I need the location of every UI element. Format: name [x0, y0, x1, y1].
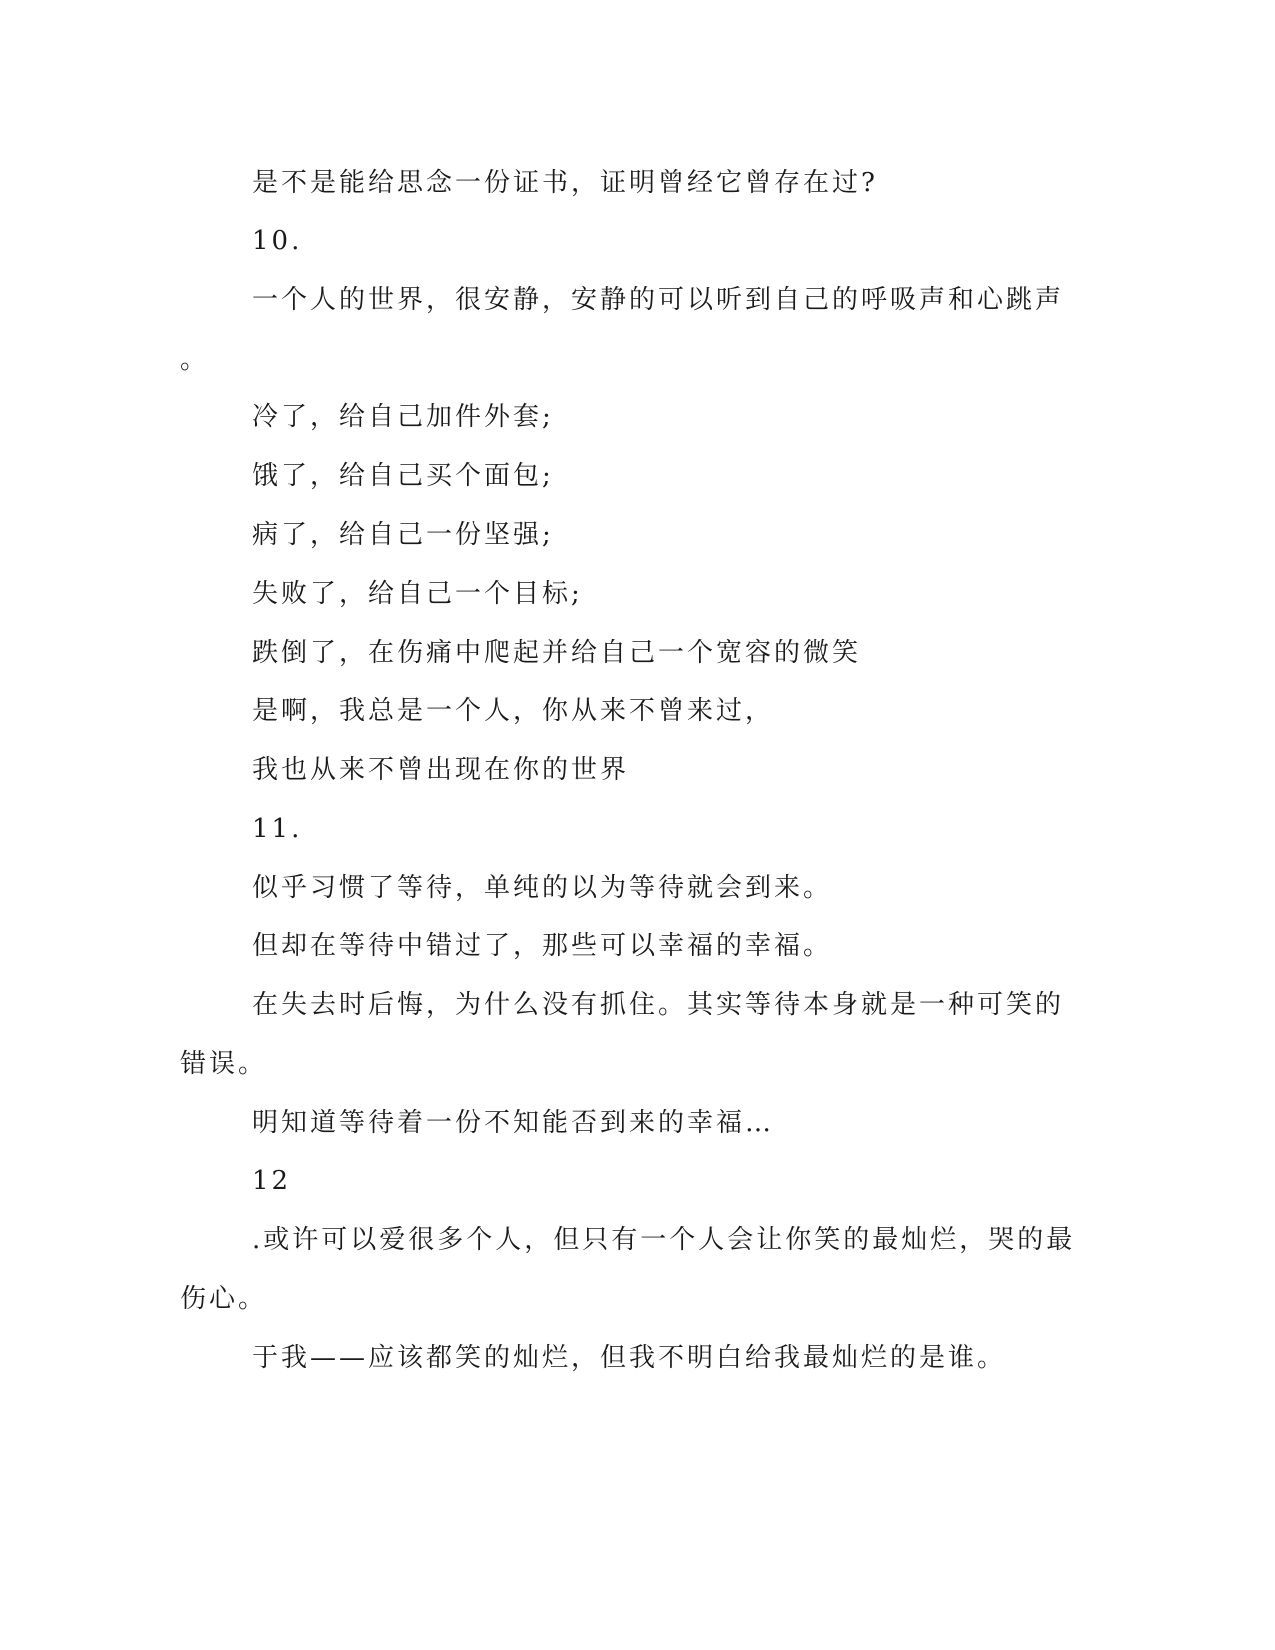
- section-number-10: 10.: [252, 226, 303, 256]
- section-number-11: 11.: [252, 814, 303, 844]
- text-line: 失败了，给自己一个目标;: [252, 579, 583, 609]
- text-line: 于我——应该都笑的灿烂，但我不明白给我最灿烂的是谁。: [252, 1343, 1007, 1373]
- text-line: 是啊，我总是一个人，你从来不曾来过，: [252, 696, 775, 726]
- text-line: 但却在等待中错过了，那些可以幸福的幸福。: [252, 931, 833, 961]
- text-line: 跌倒了，在伤痛中爬起并给自己一个宽容的微笑: [252, 638, 862, 668]
- text-line: 明知道等待着一份不知能否到来的幸福…: [252, 1108, 775, 1138]
- text-line: 病了，给自己一份坚强;: [252, 520, 554, 550]
- text-line: 一个人的世界，很安静，安静的可以听到自己的呼吸声和心跳声: [252, 285, 1065, 315]
- text-line: 似乎习惯了等待，单纯的以为等待就会到来。: [252, 873, 833, 903]
- text-line: 是不是能给思念一份证书，证明曾经它曾存在过?: [252, 168, 878, 198]
- text-line: 饿了，给自己买个面包;: [252, 461, 554, 491]
- text-line: 错误。: [180, 1049, 268, 1079]
- text-line: 伤心。: [180, 1284, 268, 1314]
- text-line: 。: [180, 345, 210, 375]
- text-line: 在失去时后悔，为什么没有抓住。其实等待本身就是一种可笑的: [252, 990, 1065, 1020]
- text-line: 我也从来不曾出现在你的世界: [252, 755, 630, 785]
- section-number-12: 12: [252, 1166, 292, 1196]
- text-line: .或许可以爱很多个人，但只有一个人会让你笑的最灿烂，哭的最: [252, 1225, 1076, 1255]
- text-line: 冷了，给自己加件外套;: [252, 402, 554, 432]
